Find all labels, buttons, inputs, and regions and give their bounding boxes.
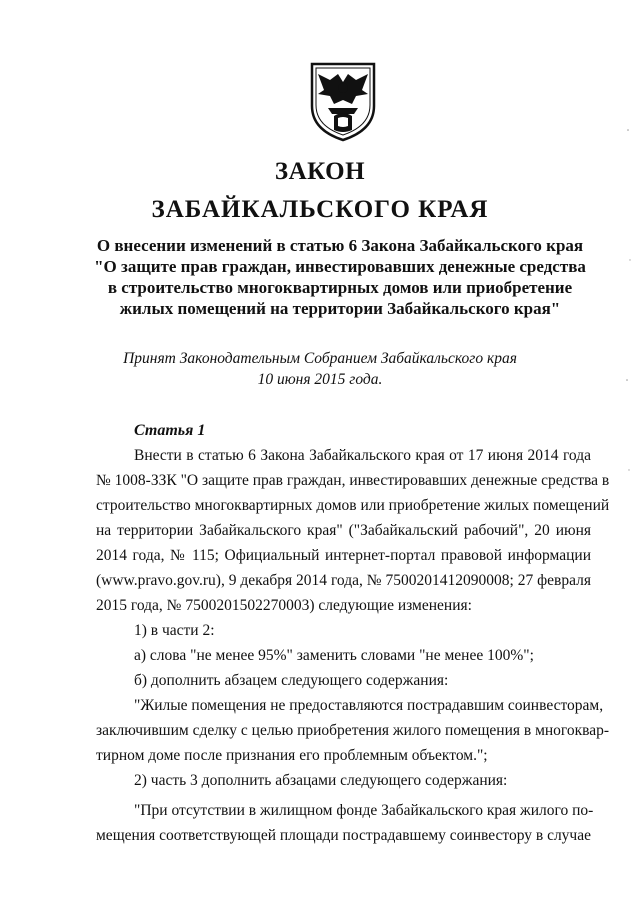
body-line: (www.pravo.gov.ru), 9 декабря 2014 года, № 7500201412090008; 27 февраля: [96, 572, 591, 589]
subtitle-line: "О защите прав граждан, инвестировавших денежные средства: [94, 257, 586, 276]
body-line: 2014 года, № 115; Официальный интернет-портал правовой информации: [96, 547, 591, 564]
body-line: 2) часть 3 дополнить абзацами следующего содержания:: [134, 772, 508, 789]
body-line: мещения соответствующей площади пострадавшему соинвестору в случае: [96, 827, 591, 844]
subtitle-line: в строительство многоквартирных домов или приобретение: [107, 278, 573, 297]
adoption-date: 10 июня 2015 года.: [257, 371, 383, 388]
subtitle-line: жилых помещений на территории Забайкальского края": [119, 299, 561, 318]
body-line: заключившим сделку с целью приобретения жилого помещения в многоквар-: [96, 722, 610, 739]
body-line: на территории Забайкальского края" ("Забайкальский рабочий", 20 июня: [96, 522, 591, 539]
coat-of-arms-icon: [308, 60, 378, 142]
law-region-title: ЗАБАЙКАЛЬСКОГО КРАЯ: [151, 196, 489, 223]
law-title: ЗАКОН: [274, 158, 366, 185]
body-line: тирном доме после признания его проблемным объектом.";: [96, 747, 488, 764]
article-heading: Статья 1: [134, 422, 206, 439]
scan-artifacts: [624, 120, 634, 540]
body-line: 2015 года, № 7500201502270003) следующие изменения:: [96, 597, 472, 614]
adoption-note: [0, 348, 640, 390]
body-line: а) слова "не менее 95%" заменить словами "не менее 100%";: [134, 647, 534, 664]
body-line: строительство многоквартирных домов или приобретение жилых помещений: [96, 497, 610, 514]
body-line: Внести в статью 6 Закона Забайкальского края от 17 июня 2014 года: [134, 447, 591, 464]
body-line: 1) в части 2:: [134, 622, 215, 639]
body-line: № 1008-ЗЗК "О защите прав граждан, инвестировавших денежные средства в: [96, 472, 610, 489]
subtitle-line: О внесении изменений в статью 6 Закона Забайкальского края: [96, 236, 584, 255]
body-line: "Жилые помещения не предоставляются пострадавшим соинвесторам,: [134, 697, 604, 714]
body-line: "При отсутствии в жилищном фонде Забайкальского края жилого по-: [134, 802, 594, 819]
body-line: б) дополнить абзацем следующего содержания:: [134, 672, 449, 689]
adoption-line: Принят Законодательным Собранием Забайкальского края: [123, 350, 517, 367]
law-subtitle: [60, 235, 620, 319]
